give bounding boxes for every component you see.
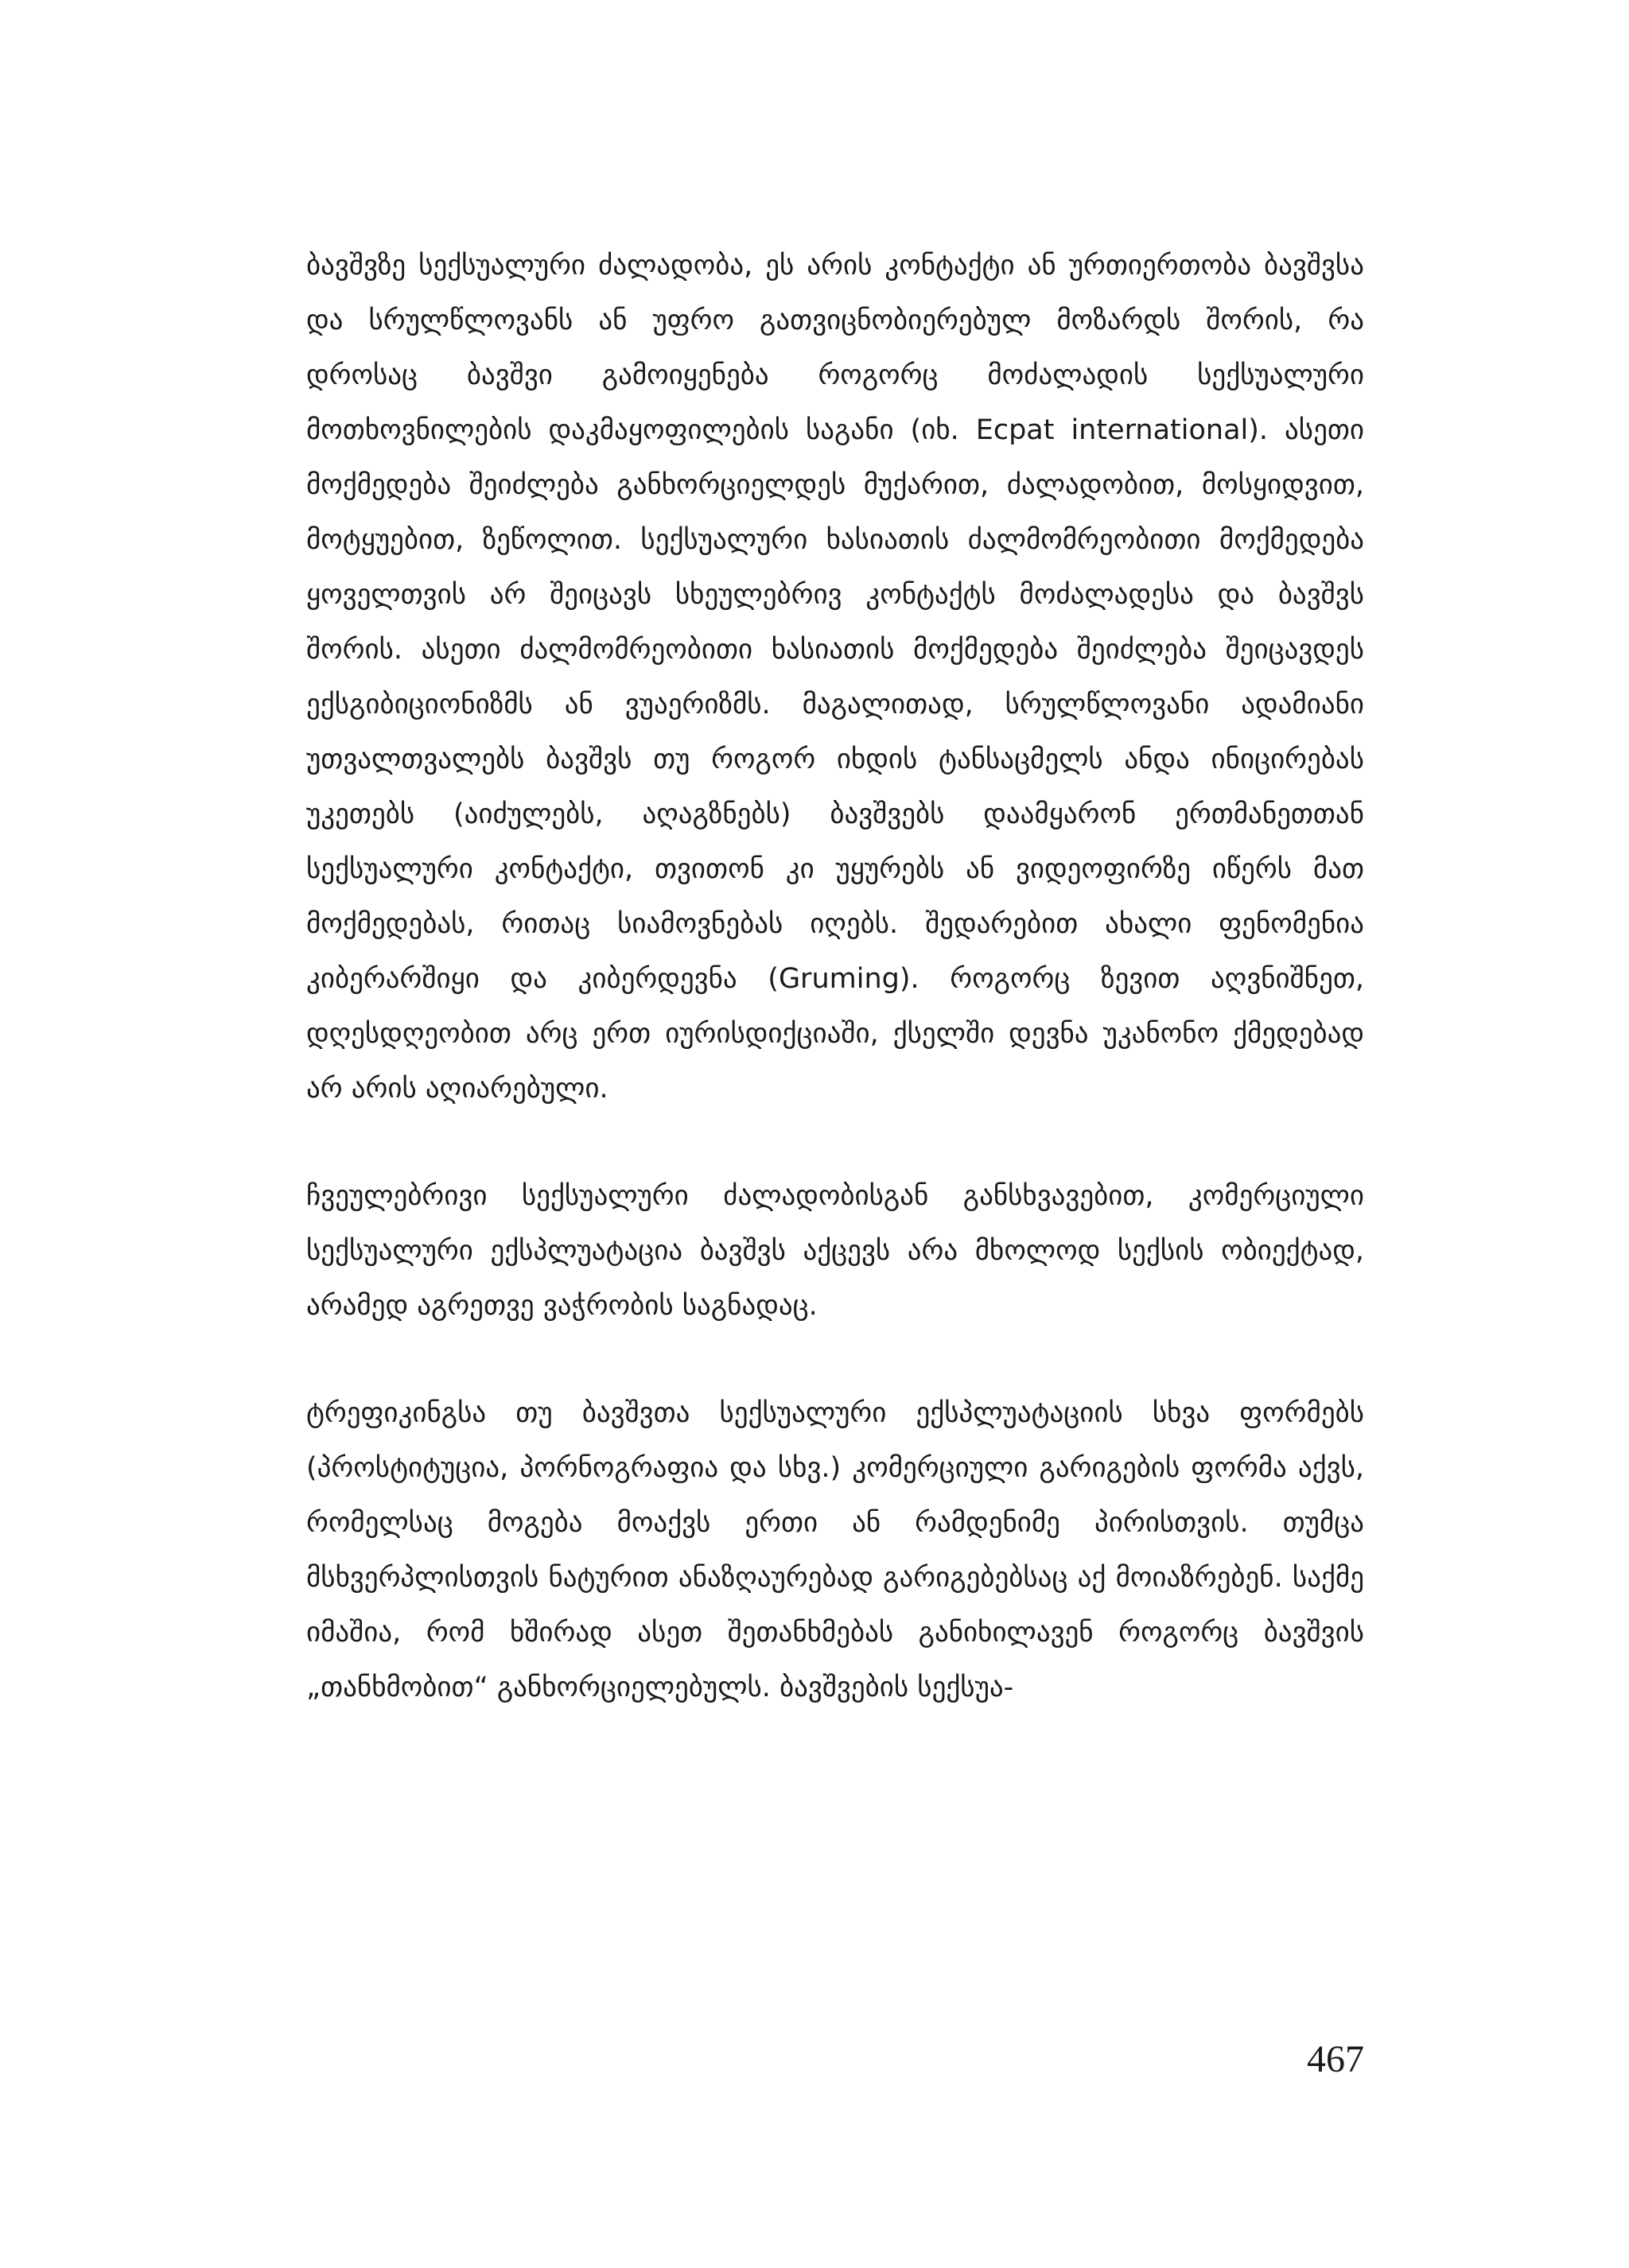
paragraph-2: ჩვეულებრივი სექსუალური ძალადობისგან განსხვავებით, კომერციული სექსუალური ექსპლუატაცია ბავშვს აქცევს არა მხოლოდ სექსის ობიექტად, არამედ აგრეთვე ვაჭრობის საგნადაც. [306,1180,1364,1322]
paragraph-3: ტრეფიკინგსა თუ ბავშვთა სექსუალური ექსპლუატაციის სხვა ფორმებს (პროსტიტუცია, პორნოგრაფია და სხვ.) კომერციული გარიგების ფორმა აქვს, რომელსაც მოგება მოაქვს ერთი ან რამდენიმე პირისთვის. თუმცა მსხვერპლისთვის ნატურით ანაზღაურებად გარიგებებსაც აქ მოიაზრებენ. საქმე იმაშია, რომ ხშირად ასეთ შეთანხმებას განიხილავენ როგორც ბავშვის „თანხმობით“ განხორციელებულს. ბავშვების სექსუა- [306,1397,1364,1703]
body-text [306,239,1364,1715]
paragraph-1: ბავშვზე სექსუალური ძალადობა, ეს არის კონტაქტი ან ურთიერთობა ბავშვსა და სრულწლოვანს ან უფრო გათვიცნობიერებულ მოზარდს შორის, რა დროსაც ბავშვი გამოიყენება როგორც მოძალადის სექსუალური მოთხოვნილების დაკმაყოფილების საგანი (იხ. Ecpat international). ასეთი მოქმედება შეიძლება განხორციელდეს მუქარით, ძალადობით, მოსყიდვით, მოტყუებით, ზეწოლით. სექსუალური ხასიათის ძალმომრეობითი მოქმედება ყოველთვის არ შეიცავს სხეულებრივ კონტაქტს მოძალადესა და ბავშვს შორის. ასეთი ძალმომრეობითი ხასიათის მოქმედება შეიძლება შეიცავდეს ექსგიბიციონიზმს ან ვუაერიზმს. მაგალითად, სრულწლოვანი ადამიანი უთვალთვალებს ბავშვს თუ როგორ იხდის ტანსაცმელს ანდა ინიცირებას უკეთებს (აიძულებს, აღაგზნებს) ბავშვებს დაამყარონ ერთმანეთთან სექსუალური კონტაქტი, თვითონ კი უყურებს ან ვიდეოფირზე იწერს მათ მოქმედებას, რითაც სიამოვნებას იღებს. შედარებით ახალი ფენომენია კიბერარშიყი და კიბერდევნა (Gruming). როგორც ზევით აღვნიშნეთ, დღესდღეობით არც ერთ იურისდიქციაში, ქსელში დევნა უკანონო ქმედებად არ არის აღიარებული. [306,250,1364,1105]
page-number: 467 [1307,2038,1364,2080]
